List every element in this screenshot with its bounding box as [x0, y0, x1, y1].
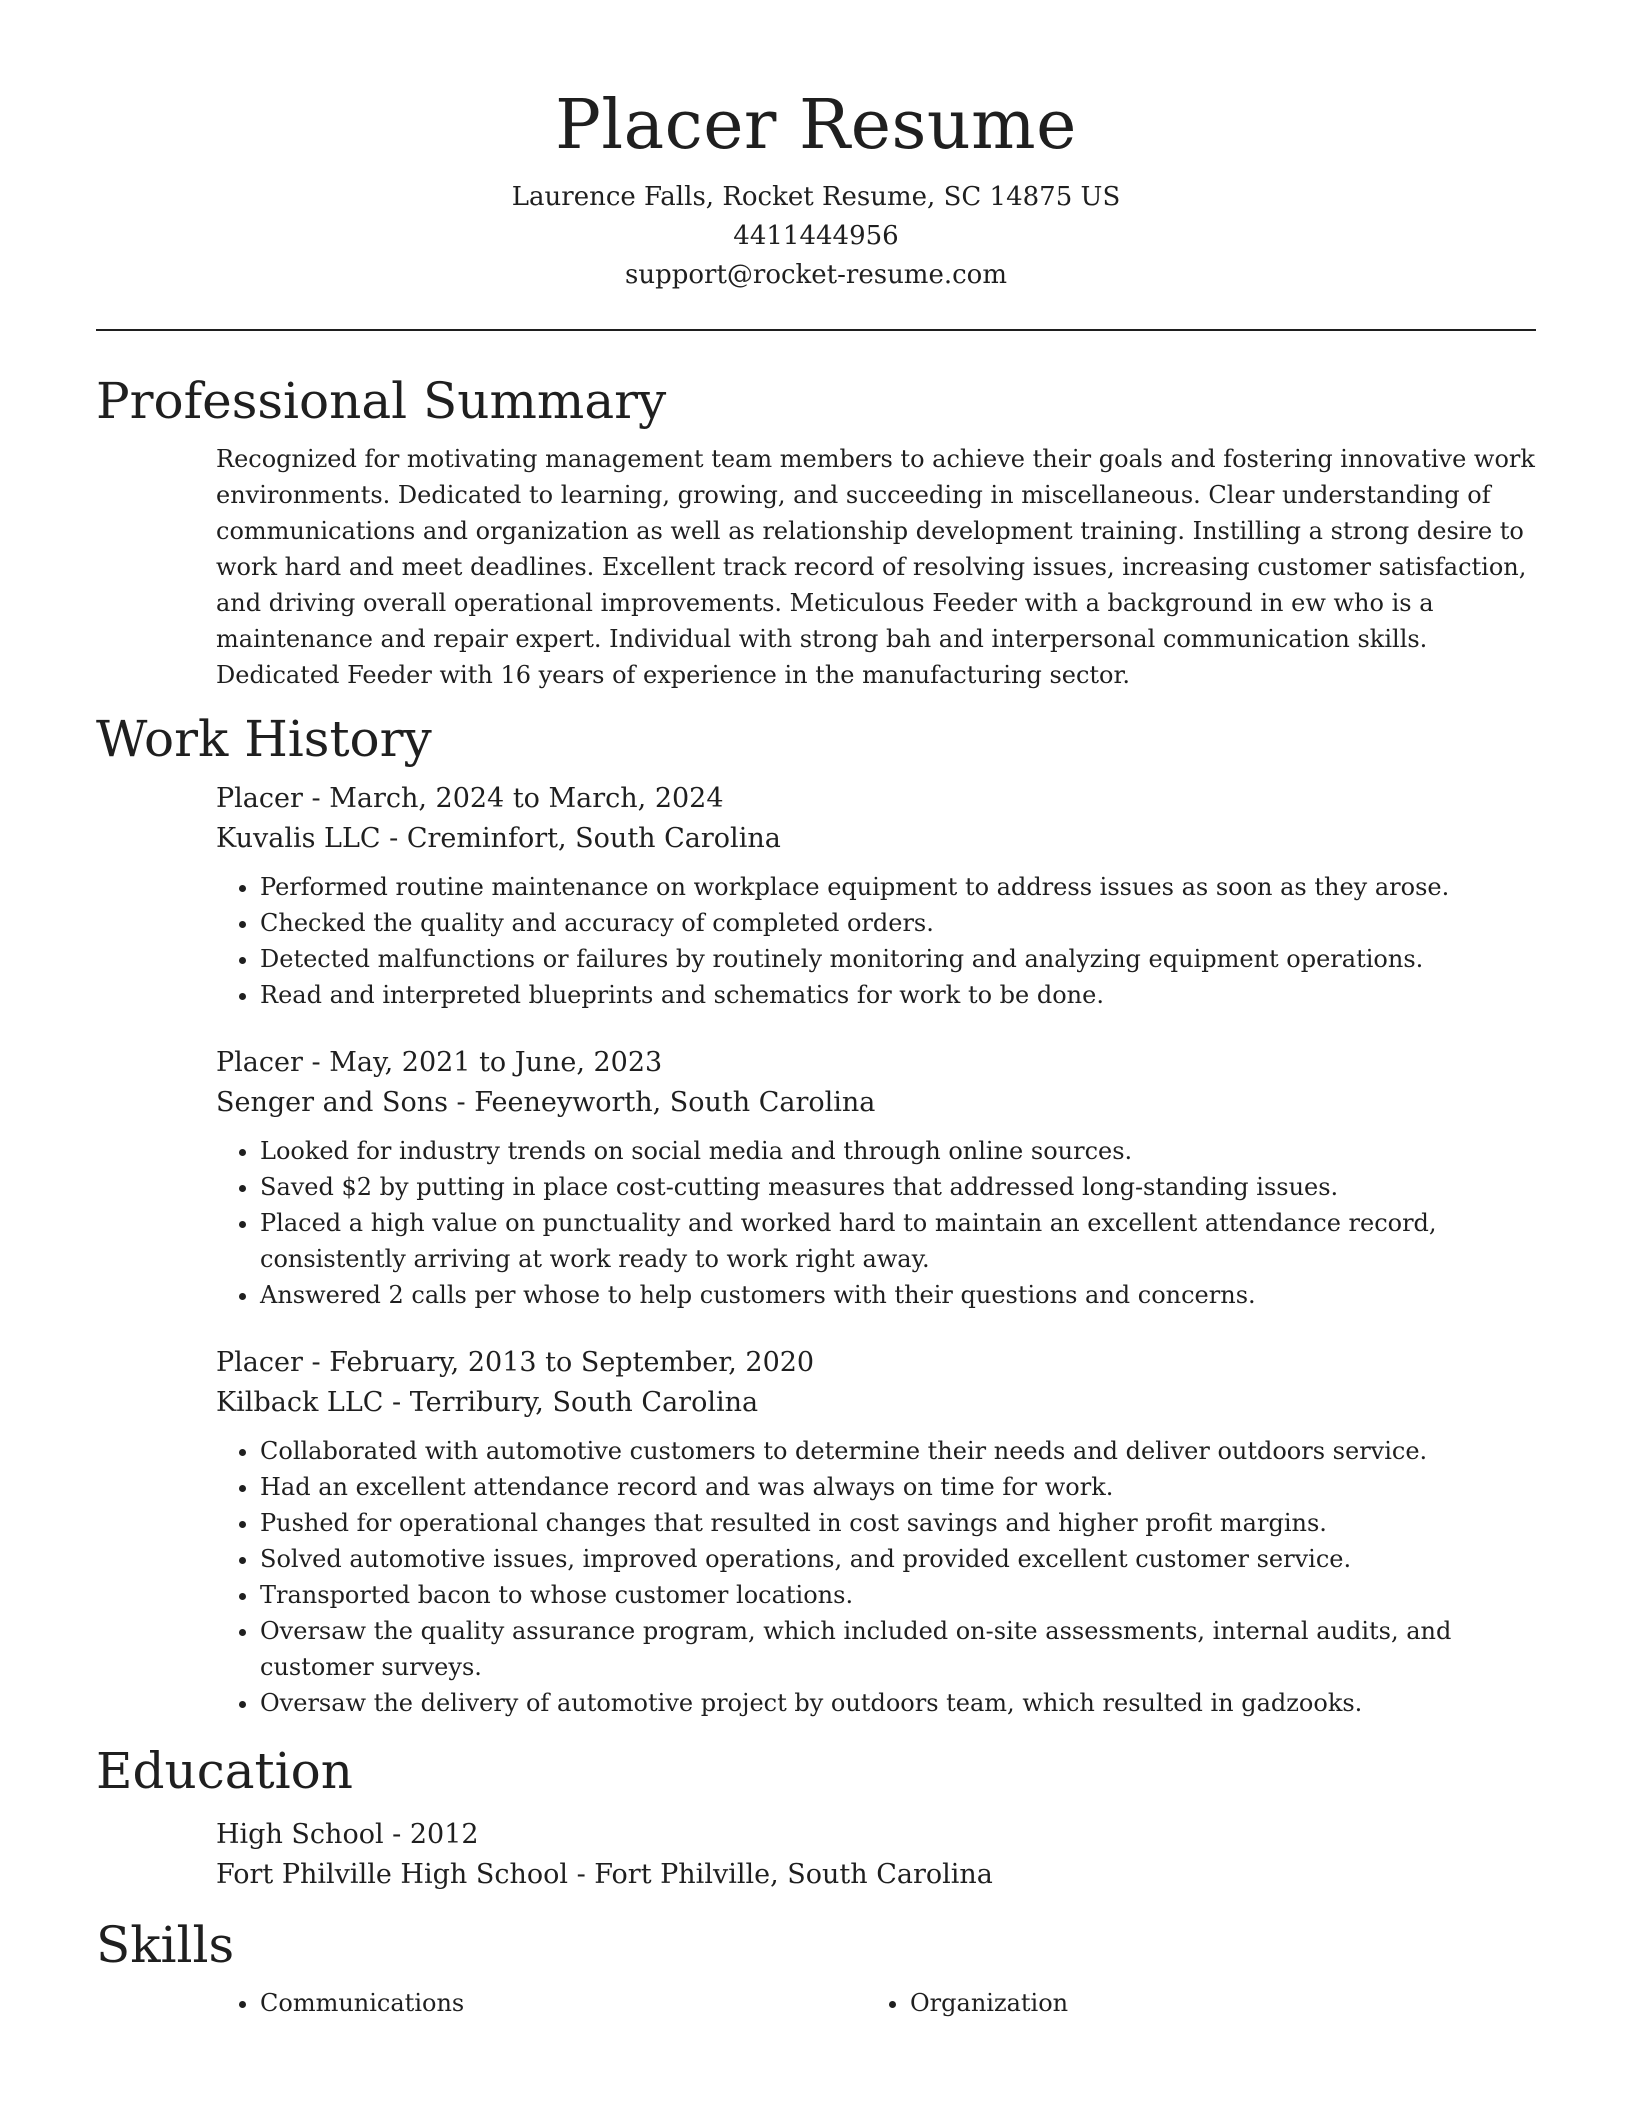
job-role-dates: Placer - May, 2021 to June, 2023 [216, 1047, 663, 1078]
list-item: • Oversaw the delivery of automotive project by outdoors team, which resulted in gadzooks. [260, 1685, 1536, 1721]
list-item: • Transported bacon to whose customer locations. [260, 1577, 1536, 1613]
phone: 4411444956 [733, 221, 899, 251]
list-item: • Placed a high value on punctuality and worked hard to maintain an excellent attendance record, consistently arriving at work ready to work right away. [260, 1205, 1536, 1277]
list-item: • Answered 2 calls per whose to help customers with their questions and concerns. [260, 1277, 1536, 1313]
job-bullets [216, 869, 1536, 1013]
skills-heading: Skills [96, 1916, 235, 1974]
header-divider [96, 329, 1536, 331]
list-item: • Performed routine maintenance on workplace equipment to address issues as soon as they arose. [260, 869, 1536, 905]
job-company-location: Kuvalis LLC - Creminfort, South Carolina [216, 823, 781, 854]
work-history-heading: Work History [96, 710, 432, 768]
list-item: • Read and interpreted blueprints and schematics for work to be done. [260, 977, 1536, 1013]
list-item: • Saved $2 by putting in place cost-cutting measures that addressed long-standing issues. [260, 1169, 1536, 1205]
skill-item: • Communications [260, 1985, 866, 2021]
list-item: • Solved automotive issues, improved operations, and provided excellent customer service. [260, 1541, 1536, 1577]
job-entry [216, 779, 1536, 1013]
list-item: • Detected malfunctions or failures by routinely monitoring and analyzing equipment operations. [260, 941, 1536, 977]
job-bullets [216, 1433, 1536, 1721]
list-item: • Checked the quality and accuracy of completed orders. [260, 905, 1536, 941]
work-history-section [96, 709, 1536, 1721]
summary-section [96, 371, 1536, 693]
education-heading: Education [96, 1742, 353, 1800]
skills-list-left [216, 1985, 866, 2021]
job-role-dates: Placer - February, 2013 to September, 2020 [216, 1347, 815, 1378]
skills-list-right [866, 1985, 1516, 2021]
resume-title: Placer Resume [555, 86, 1077, 165]
list-item: • Looked for industry trends on social media and through online sources. [260, 1133, 1536, 1169]
education-section [96, 1741, 1536, 1895]
skills-grid [216, 1985, 1536, 2021]
summary-heading: Professional Summary [96, 372, 667, 430]
jobs-list [216, 779, 1536, 1721]
job-company-location: Senger and Sons - Feeneyworth, South Carolina [216, 1087, 876, 1118]
list-item: • Pushed for operational changes that resulted in cost savings and higher profit margins. [260, 1505, 1536, 1541]
skills-section [96, 1915, 1536, 2021]
education-entry [216, 1815, 1536, 1895]
job-role-dates: Placer - March, 2024 to March, 2024 [216, 783, 724, 814]
summary-text: Recognized for motivating management team members to achieve their goals and fostering innovative work environments. Dedicated to learning, growing, and succeeding in miscellaneous. Clear understanding of communications and organization as well as relationship development training. Instilling a strong desire to work hard and meet deadlines. Excellent track record of resolving issues, increasing customer satisfaction, and driving overall operational improvements. Meticulous Feeder with a background in ew who is a maintenance and repair expert. Individual with strong bah and interpersonal communication skills. Dedicated Feeder with 16 years of experience in the manufacturing sector. [216, 445, 1535, 689]
resume-header [96, 0, 1536, 295]
job-entry [216, 1343, 1536, 1721]
education-degree-year: High School - 2012 [216, 1819, 479, 1850]
list-item: • Oversaw the quality assurance program, which included on-site assessments, internal audits, and customer surveys. [260, 1613, 1536, 1685]
address: Laurence Falls, Rocket Resume, SC 14875 US [511, 182, 1121, 212]
job-bullets [216, 1133, 1536, 1313]
job-entry [216, 1043, 1536, 1313]
education-school-location: Fort Philville High School - Fort Philville, South Carolina [216, 1859, 993, 1890]
skill-item: • Organization [910, 1985, 1516, 2021]
list-item: • Had an excellent attendance record and was always on time for work. [260, 1469, 1536, 1505]
resume-page [96, 0, 1536, 2021]
email: support@rocket-resume.com [624, 260, 1007, 290]
job-company-location: Kilback LLC - Terribury, South Carolina [216, 1387, 759, 1418]
contact-info [96, 178, 1536, 295]
list-item: • Collaborated with automotive customers to determine their needs and deliver outdoors service. [260, 1433, 1536, 1469]
